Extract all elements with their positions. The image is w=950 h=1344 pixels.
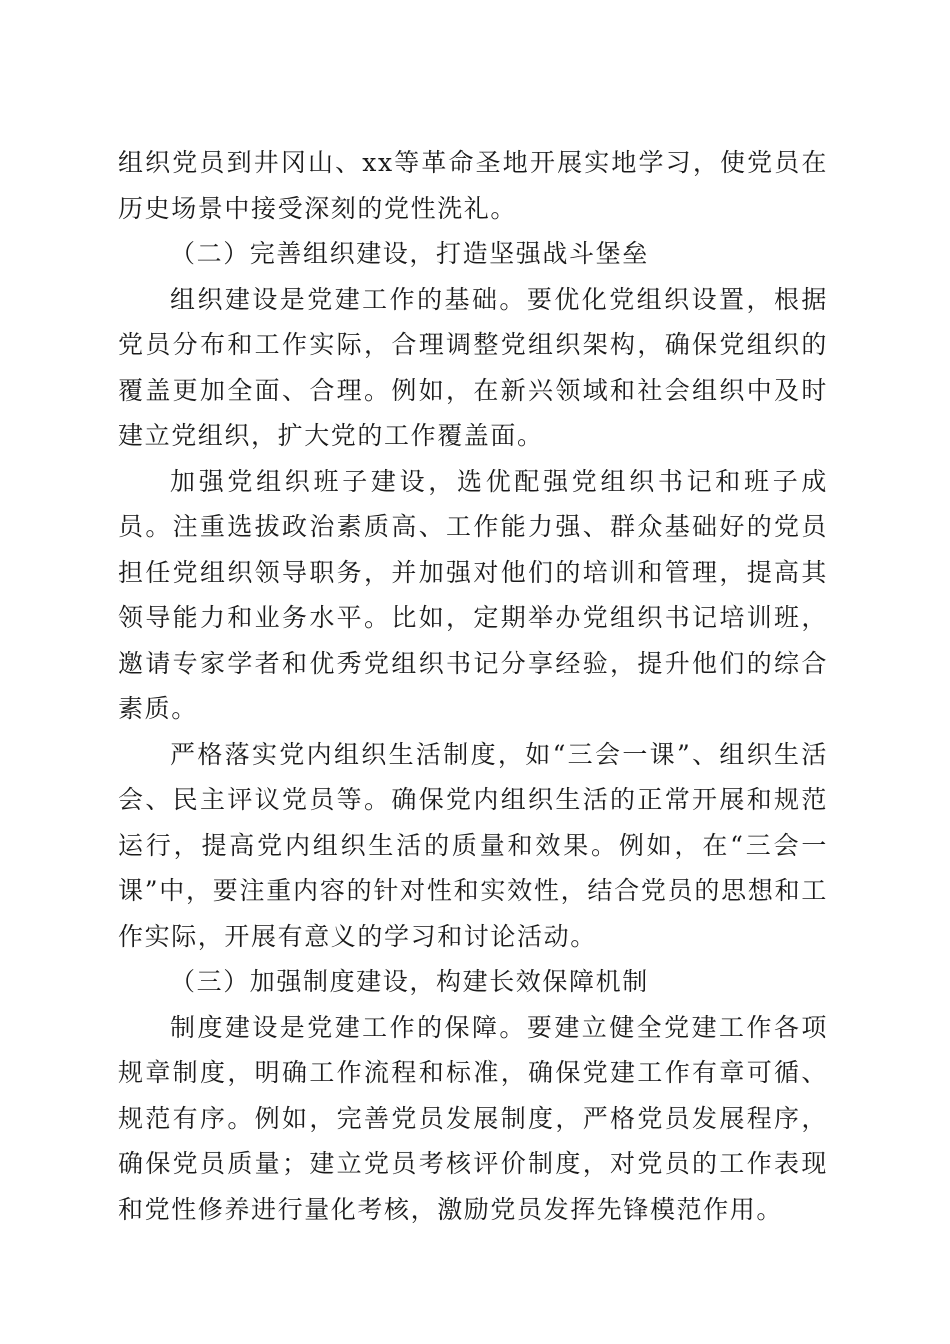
paragraph: 严格落实党内组织生活制度，如“三会一课”、组织生活会、民主评议党员等。确保党内组织生活的正常开展和规范运行，提高党内组织生活的质量和效果。例如，在“三会一课”中，要注重内容的针对性和实效性，结合党员的思想和工作实际，开展有意义的学习和讨论活动。: [118, 739, 828, 951]
section-heading-3: （三）加强制度建设，构建长效保障机制: [170, 967, 649, 996]
paragraph: 组织建设是党建工作的基础。要优化党组织设置，根据党员分布和工作实际，合理调整党组织架构，确保党组织的覆盖更加全面、合理。例如，在新兴领域和社会组织中及时建立党组织，扩大党的工作覆盖面。: [118, 284, 828, 450]
paragraph: 制度建设是党建工作的保障。要建立健全党建工作各项规章制度，明确工作流程和标准，确保党建工作有章可循、规范有序。例如，完善党员发展制度，严格党员发展程序，确保党员质量；建立党员考核评价制度，对党员的工作表现和党性修养进行量化考核，激励党员发挥先锋模范作用。: [118, 1012, 828, 1224]
paragraph: 加强党组织班子建设，选优配强党组织书记和班子成员。注重选拔政治素质高、工作能力强、群众基础好的党员担任党组织领导职务，并加强对他们的培训和管理，提高其领导能力和业务水平。比如，定期举办党组织书记培训班，邀请专家学者和优秀党组织书记分享经验，提升他们的综合素质。: [118, 466, 828, 723]
paragraph-continued: 组织党员到井冈山、xx等革命圣地开展实地学习，使党员在历史场景中接受深刻的党性洗礼。: [118, 148, 828, 223]
document-body: [118, 140, 828, 1232]
section-heading-2: （二）完善组织建设，打造坚强战斗堡垒: [170, 239, 649, 268]
